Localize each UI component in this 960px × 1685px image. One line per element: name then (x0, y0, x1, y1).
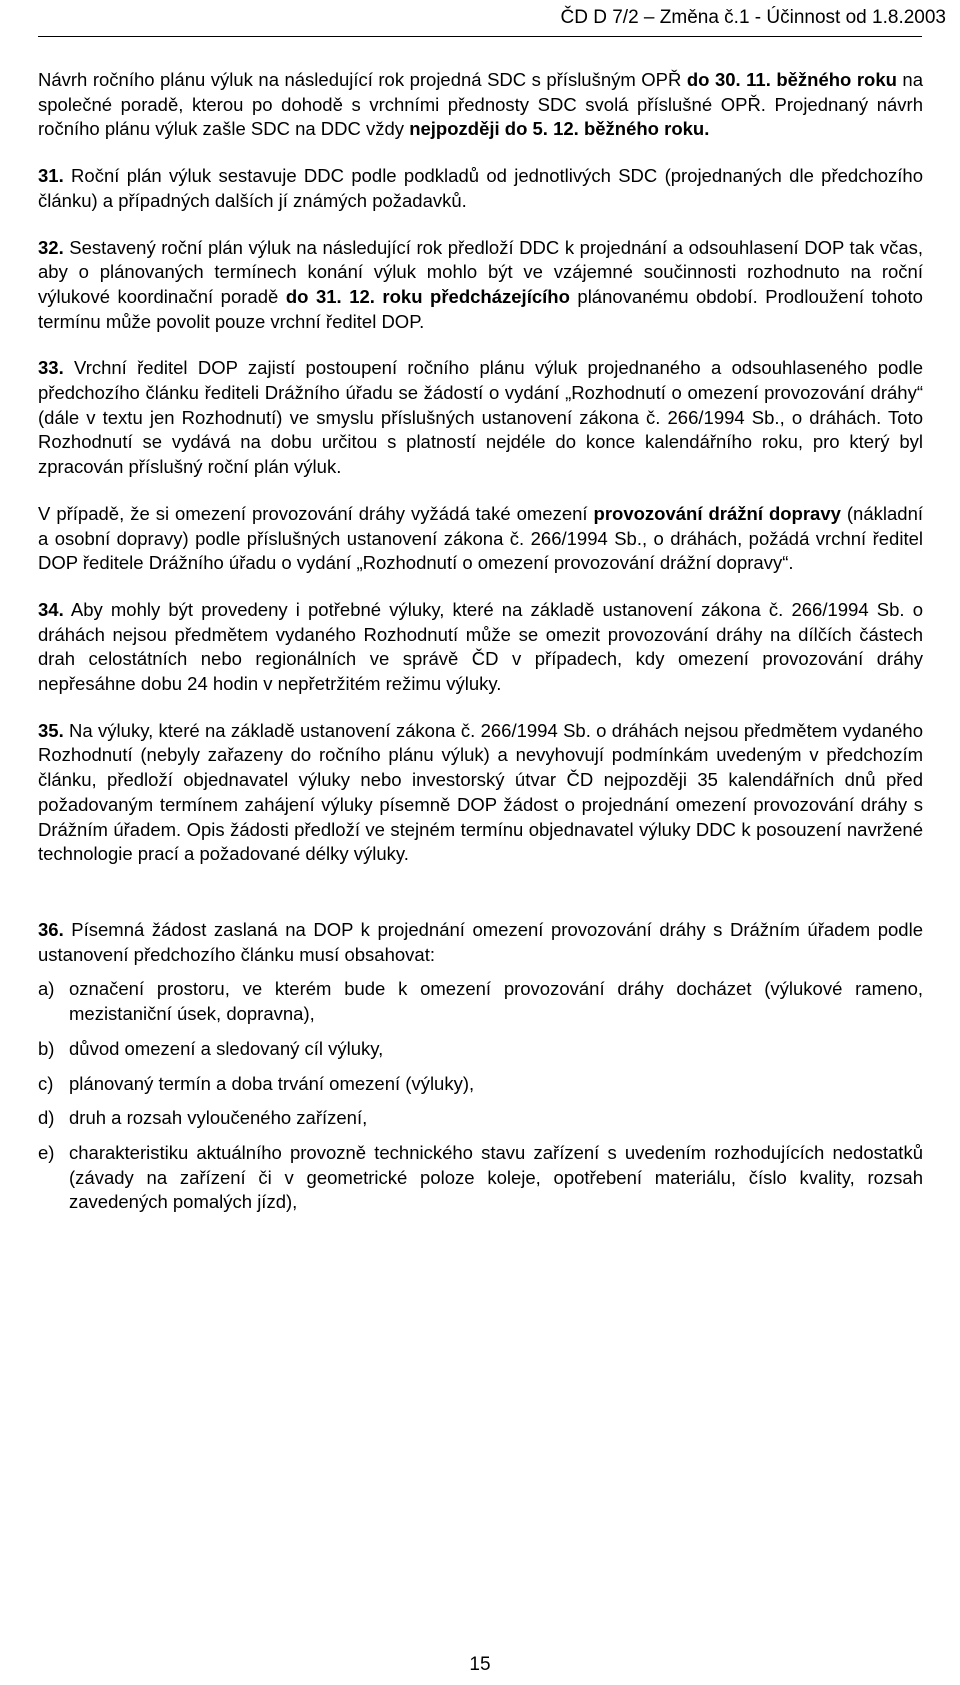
list-marker: e) (38, 1141, 55, 1163)
paragraph-bold: do 31. 12. roku předcházejícího (285, 285, 570, 307)
paragraph-34 (38, 598, 923, 697)
list-item (38, 1141, 923, 1215)
document-body (38, 68, 923, 1225)
header-rule (38, 36, 922, 37)
list-item (38, 1072, 923, 1097)
list-item (38, 1037, 923, 1062)
paragraph-number: 33. (38, 357, 64, 379)
list-item-text: plánovaný termín a doba trvání omezení (výluky), (69, 1072, 475, 1094)
paragraph-text: (nákladní a osobní dopravy) podle příslušných ustanovení zákona č. 266/1994 Sb., o dráhách, požádá vrchní ředitel DOP ředitele Drážního úřadu o vydání „Rozhodnutí o omezení provozování drážní dopravy“. (38, 502, 923, 574)
list-marker: b) (38, 1037, 55, 1059)
paragraph-text: Sestavený roční plán výluk na následující rok předloží DDC k projednání a odsouhlasení DOP tak včas, aby o plánovaných termínech konání výluk mohlo být ve vzájemné součinnosti rozhodnuto na roční výlukové koordinační poradě (38, 236, 923, 307)
paragraph-text: Vrchní ředitel DOP zajistí postoupení ročního plánu výluk projednaného a odsouhlaseného podle předchozího článku řediteli Drážního úřadu se žádostí o vydání „Rozhodnutí o omezení provozování dráhy“ (dále v textu jen Rozhodnutí) ve smyslu příslušných ustanovení zákona č. 266/1994 Sb., o dráhách. Toto Rozhodnutí se vydává na dobu určitou s platností nejdéle do konce kalendářního roku, pro který byl zpracován příslušný roční plán výluk. (38, 357, 923, 478)
list-item (38, 977, 923, 1026)
paragraph-35 (38, 719, 923, 867)
paragraph-33-continued (38, 502, 923, 576)
paragraph-text: plánovanému období. Prodloužení tohoto termínu může povolit pouze vrchní ředitel DOP. (38, 285, 923, 332)
paragraph-31 (38, 164, 923, 213)
list-item-text: druh a rozsah vyloučeného zařízení, (69, 1107, 368, 1129)
paragraph-number: 34. (38, 598, 64, 620)
list-marker: d) (38, 1107, 55, 1129)
paragraph-text: na společné poradě, kterou po dohodě s vrchními přednosty SDC svolá příslušné OPŘ. Projednaný návrh ročního plánu výluk zašle SDC na DDC vždy (38, 69, 923, 140)
paragraph-36 (38, 918, 923, 967)
paragraph-text: Aby mohly být provedeny i potřebné výluky, které na základě ustanovení zákona č. 266/1994 Sb. o dráhách nejsou předmětem vydaného Rozhodnutí může se omezit provozování dráhy na dílčích částech drah celostátních nebo regionálních ve správě ČD v případech, kdy omezení provozování dráhy nepřesáhne dobu 24 hodin v nepřetržitém režimu výluky. (38, 598, 923, 695)
paragraph-text: V případě, že si omezení provozování dráhy vyžádá také omezení (38, 502, 594, 524)
paragraph-number: 36. (38, 918, 64, 940)
page-header: ČD D 7/2 – Změna č.1 - Účinnost od 1.8.2003 (560, 7, 946, 28)
list-item-text: označení prostoru, ve kterém bude k omezení provozování dráhy docházet (výlukové rameno, mezistaniční úsek, dopravna), (69, 978, 923, 1025)
list-item (38, 1106, 923, 1131)
paragraph-33 (38, 356, 923, 480)
paragraph-text: Návrh ročního plánu výluk na následující rok projedná SDC s příslušným OPŘ (38, 69, 687, 90)
paragraph-number: 35. (38, 719, 64, 741)
paragraph-bold: nejpozději do 5. 12. běžného roku. (409, 118, 710, 140)
list-item-text: charakteristiku aktuálního provozně technického stavu zařízení s uvedením rozhodujících nedostatků (závady na zařízení či v geometrické poloze koleje, opotřebení materiálu, číslo kvality, rozsah zavedených pomalých jízd), (69, 1141, 923, 1213)
paragraph-text: Na výluky, které na základě ustanovení zákona č. 266/1994 Sb. o dráhách nejsou předmětem vydaného Rozhodnutí (nebyly zařazeny do ročního plánu výluk) a nevyhovují podmínkám uvedeným v předchozím článku, předloží objednavatel výluky nebo investorský útvar ČD nejpozději 35 kalendářních dnů před požadovaným termínem zahájení výluky písemně DOP žádost o projednání omezení provozování dráhy s Drážním úřadem. Opis žádosti předloží ve stejném termínu objednavatel výluky DDC k posouzení navržené technologie prací a požadované délky výluky. (38, 719, 923, 865)
paragraph-number: 31. (38, 165, 64, 187)
paragraph-text: Roční plán výluk sestavuje DDC podle podkladů od jednotlivých SDC (projednaných dle předchozího článku) a případných dalších jí známých požadavků. (38, 165, 923, 211)
page-number: 15 (469, 1654, 491, 1675)
requirements-list (38, 977, 923, 1215)
paragraph-30-continued (38, 68, 923, 142)
paragraph-bold: provozování drážní dopravy (593, 502, 841, 524)
list-marker: a) (38, 978, 55, 1000)
paragraph-text: Písemná žádost zaslaná na DOP k projednání omezení provozování dráhy s Drážním úřadem podle ustanovení předchozího článku musí obsahovat: (38, 918, 923, 965)
paragraph-32 (38, 236, 923, 335)
paragraph-number: 32. (38, 236, 64, 258)
paragraph-bold: do 30. 11. běžného roku (686, 69, 897, 90)
list-item-text: důvod omezení a sledovaný cíl výluky, (69, 1037, 384, 1059)
list-marker: c) (38, 1072, 54, 1094)
